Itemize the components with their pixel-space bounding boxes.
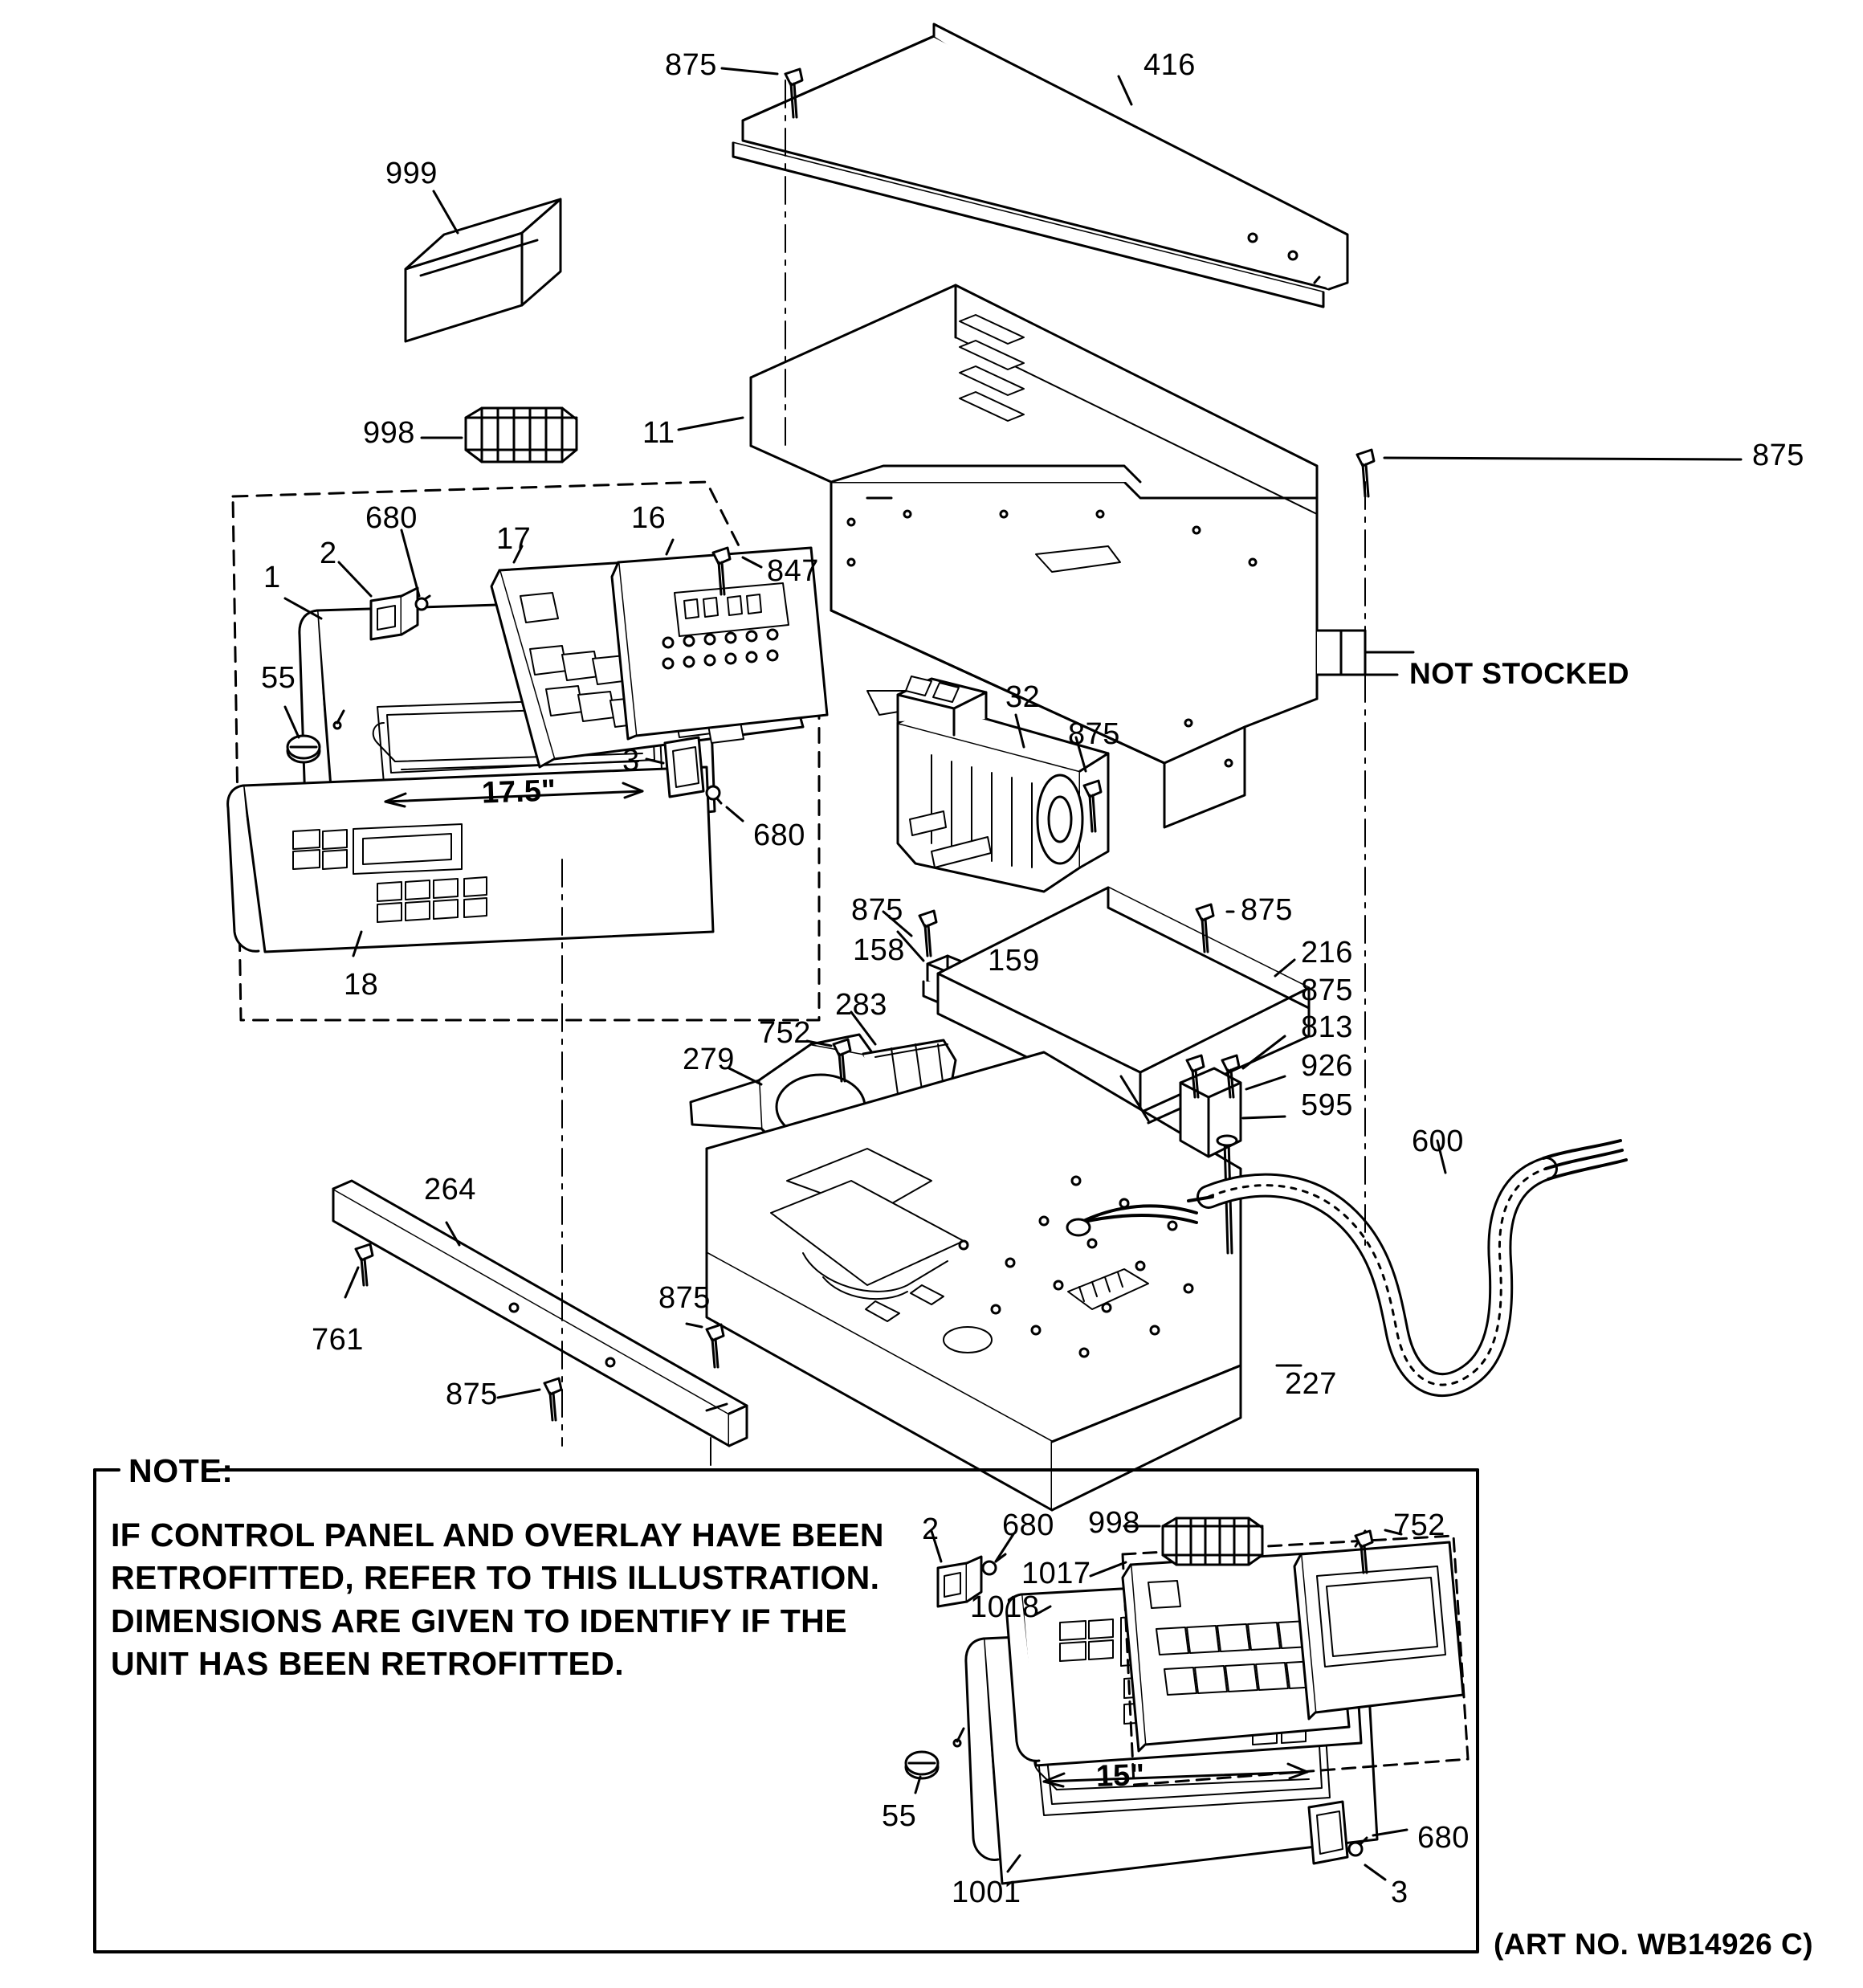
callout-55: 55 bbox=[261, 661, 296, 695]
callout-retrofit-2: 2 bbox=[922, 1512, 940, 1546]
callout-158: 158 bbox=[853, 933, 905, 967]
callout-retrofit-1018: 1018 bbox=[970, 1590, 1040, 1624]
callout-680-lower: 680 bbox=[753, 818, 805, 852]
callout-17: 17 bbox=[496, 522, 532, 556]
callout-retrofit-1017: 1017 bbox=[1021, 1557, 1091, 1590]
callout-752: 752 bbox=[759, 1016, 811, 1050]
callout-999: 999 bbox=[385, 157, 438, 190]
callout-875-top: 875 bbox=[665, 48, 717, 82]
callout-283: 283 bbox=[835, 988, 887, 1022]
callout-761: 761 bbox=[312, 1323, 364, 1357]
callout-retrofit-680-top: 680 bbox=[1002, 1508, 1054, 1542]
callout-264: 264 bbox=[424, 1173, 476, 1206]
callout-875-strip-b: 875 bbox=[446, 1378, 498, 1411]
callout-retrofit-3: 3 bbox=[1391, 1876, 1408, 1909]
not-stocked-label: NOT STOCKED bbox=[1409, 657, 1630, 690]
callout-680-top: 680 bbox=[365, 501, 418, 535]
callout-retrofit-998: 998 bbox=[1088, 1506, 1140, 1540]
callout-875-shelf: 875 bbox=[1241, 893, 1293, 927]
callout-600: 600 bbox=[1412, 1125, 1464, 1158]
art-number: (ART NO. WB14926 C) bbox=[1494, 1928, 1814, 1961]
callout-216: 216 bbox=[1301, 936, 1353, 970]
note-heading: NOTE: bbox=[128, 1452, 234, 1489]
callout-875-thermostat: 875 bbox=[851, 893, 903, 927]
callout-847: 847 bbox=[767, 554, 819, 588]
callout-retrofit-752: 752 bbox=[1393, 1508, 1445, 1542]
callout-813: 813 bbox=[1301, 1010, 1353, 1044]
callout-926: 926 bbox=[1301, 1049, 1353, 1083]
callout-11: 11 bbox=[642, 416, 675, 450]
callout-875-right: 875 bbox=[1752, 439, 1804, 472]
callout-3: 3 bbox=[622, 744, 640, 778]
dimension-main-panel: 17.5" bbox=[481, 774, 556, 810]
callout-998: 998 bbox=[363, 416, 415, 450]
callout-227: 227 bbox=[1285, 1367, 1337, 1401]
callout-416: 416 bbox=[1143, 48, 1196, 82]
callout-retrofit-680-bottom: 680 bbox=[1417, 1821, 1470, 1855]
callout-875-strip-a: 875 bbox=[658, 1281, 711, 1315]
note-body: IF CONTROL PANEL AND OVERLAY HAVE BEEN RETROFITTED, REFER TO THIS ILLUSTRATION. DIMENSIONS ARE GIVEN TO IDENTIFY IF THE UNIT HAS BEEN RETROFITTED. bbox=[111, 1517, 884, 1682]
callout-retrofit-55: 55 bbox=[882, 1799, 917, 1833]
callout-875-blower: 875 bbox=[1068, 717, 1120, 751]
callout-18: 18 bbox=[344, 968, 379, 1002]
callout-159: 159 bbox=[988, 944, 1040, 978]
callout-279: 279 bbox=[683, 1043, 735, 1076]
callout-2: 2 bbox=[320, 537, 337, 570]
callout-595: 595 bbox=[1301, 1088, 1353, 1122]
callout-1: 1 bbox=[263, 561, 281, 594]
callout-retrofit-1001: 1001 bbox=[952, 1876, 1021, 1909]
callout-16: 16 bbox=[631, 501, 667, 535]
callout-32: 32 bbox=[1005, 680, 1041, 714]
dimension-retrofit-panel: 15" bbox=[1095, 1757, 1145, 1794]
callout-875-bracket: 875 bbox=[1301, 974, 1353, 1007]
